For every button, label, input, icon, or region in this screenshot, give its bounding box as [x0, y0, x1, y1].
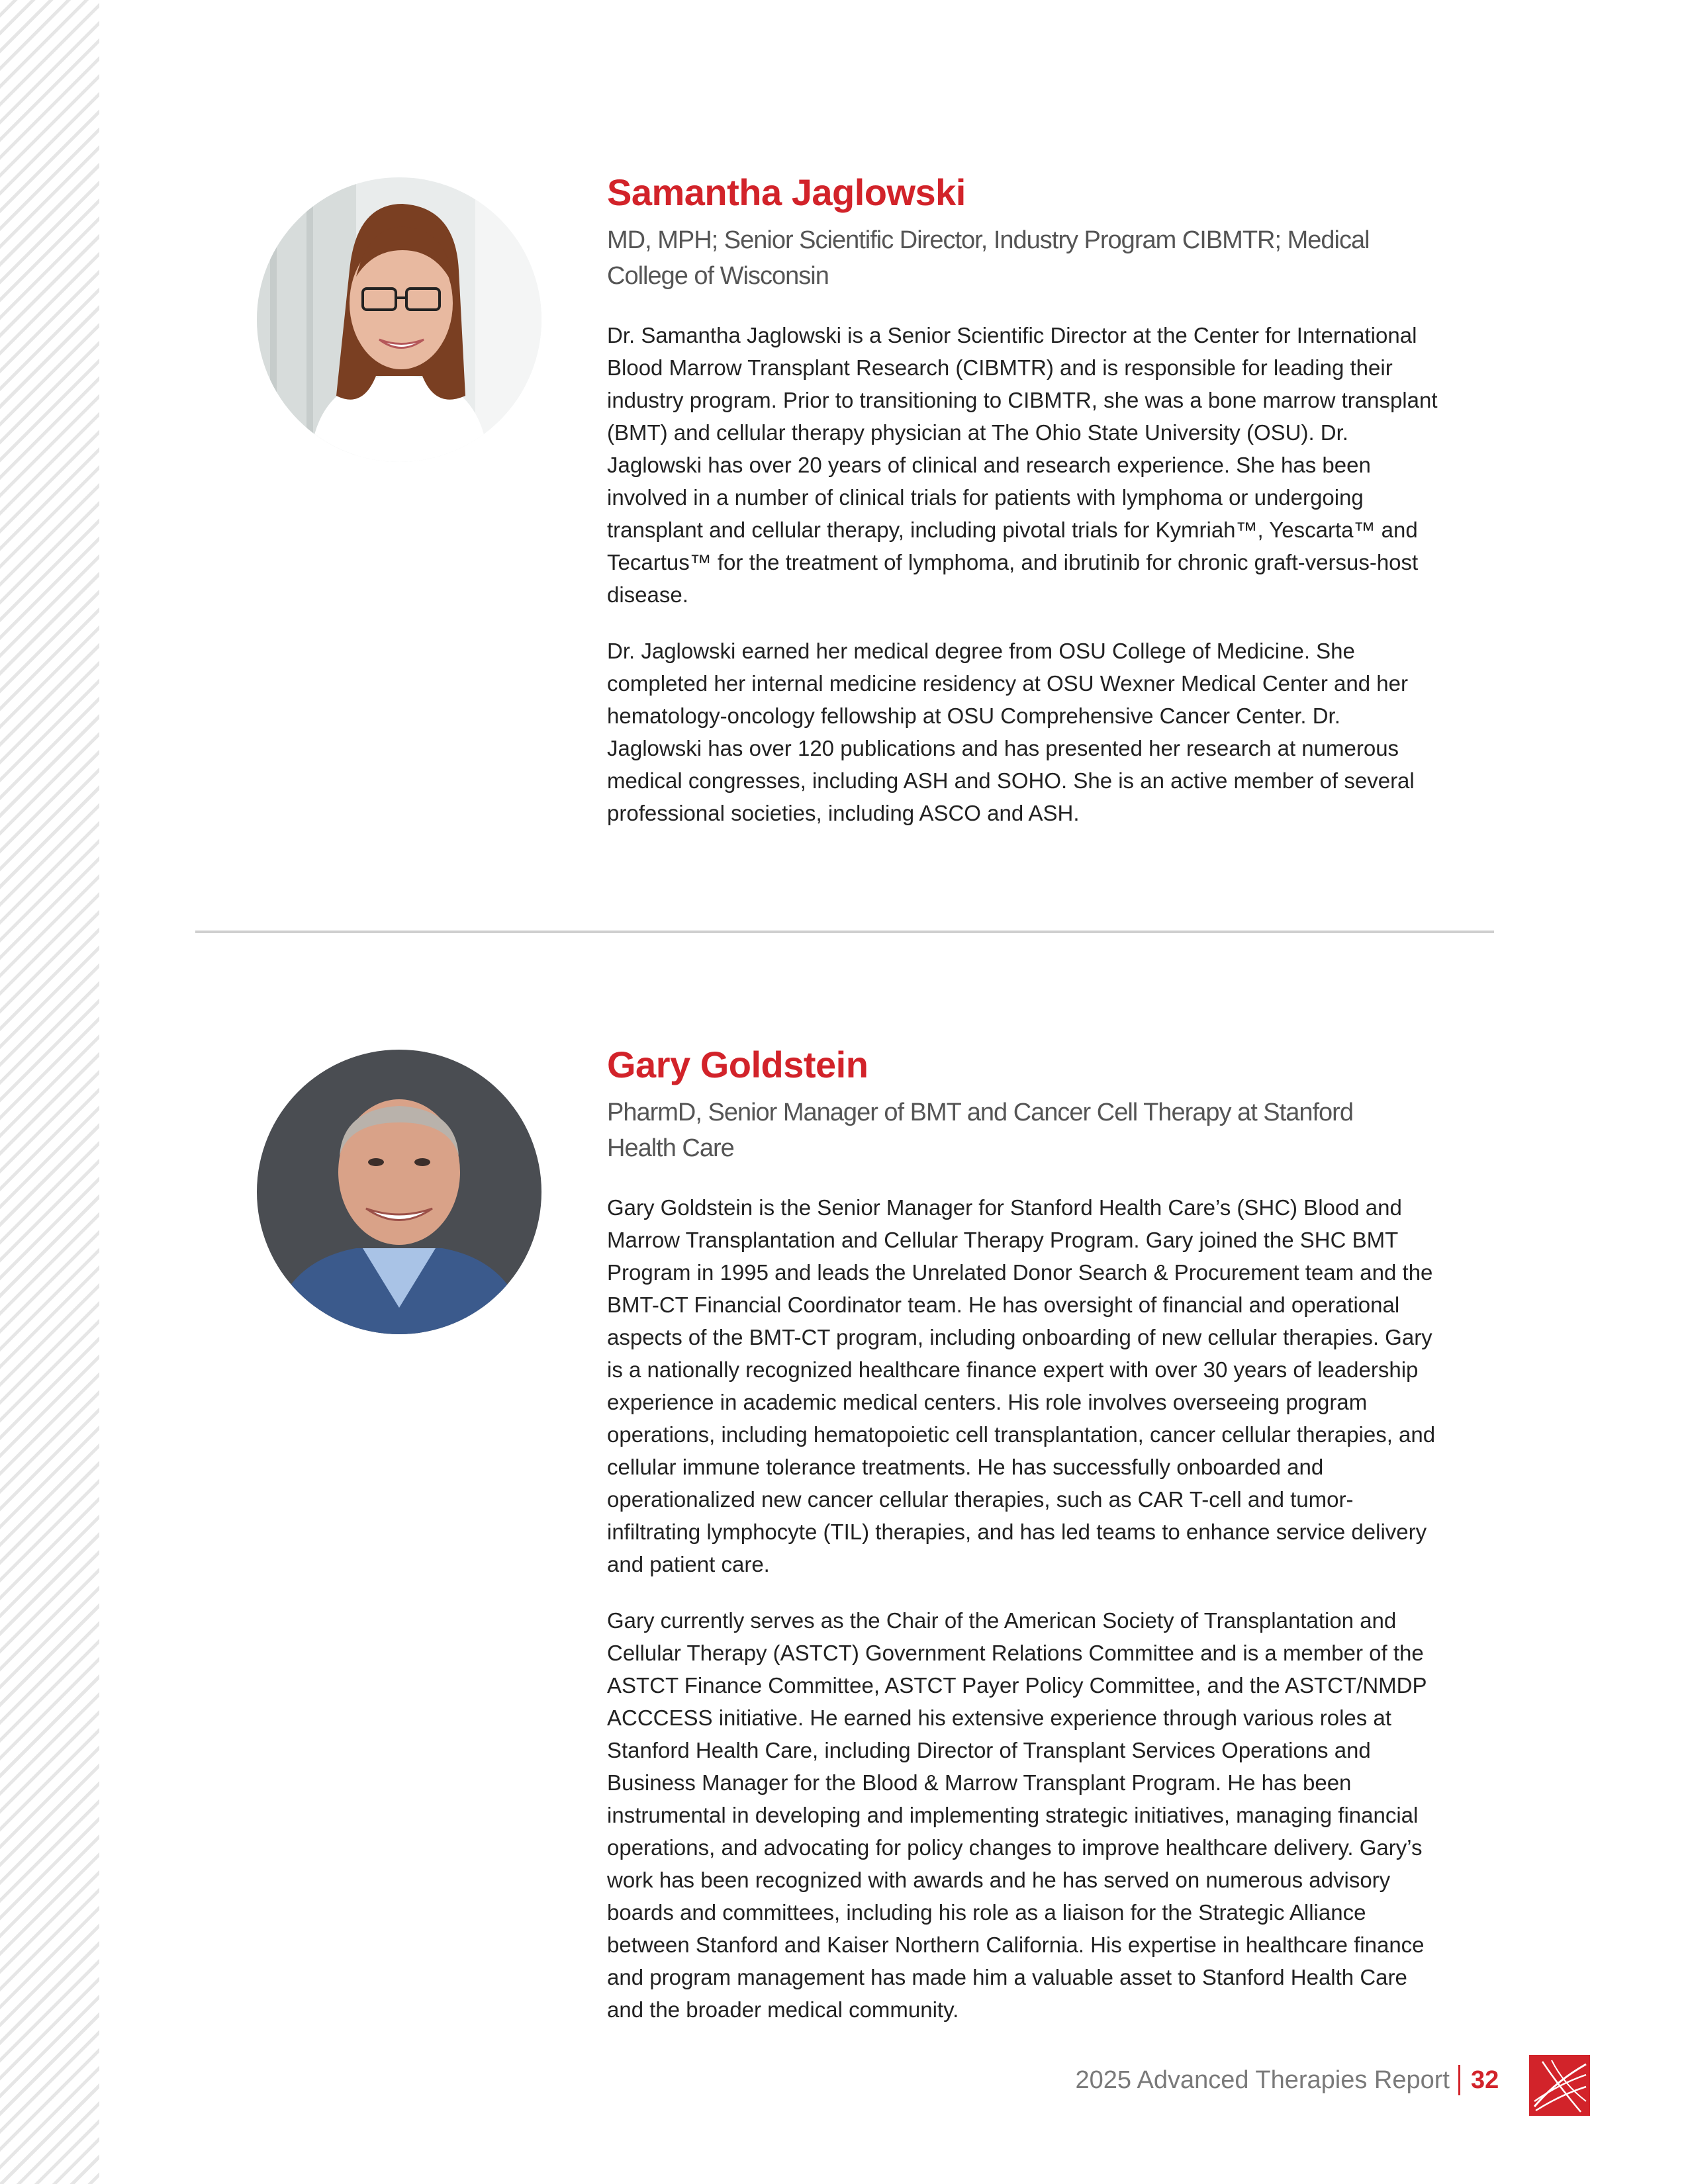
section-divider — [195, 931, 1494, 933]
bio-text-column — [607, 169, 1441, 829]
bio-name: Gary Goldstein — [607, 1044, 868, 1085]
bio-credentials: PharmD, Senior Manager of BMT and Cancer Cell Therapy at Stanford Health Care — [607, 1099, 1353, 1162]
bio-paragraph: Gary Goldstein is the Senior Manager for Stanford Health Care’s (SHC) Blood and Marrow Transplantation and Cellular Therapy Program. Gary joined the SHC BMT Program in 1995 and leads the Unrelated Donor Search & Procurement team and the BMT-CT Financial Coordinator team. He has oversight of financial and operational aspects of the BMT-CT program, including onboarding of new cellular therapies. Gary is a nationally recognized healthcare finance expert with over 30 years of leadership experience in academic medical centers. His role involves overseeing program operations, including hematopoietic cell transplantation, cancer cellular therapies, and cellular immune tolerance treatments. He has successfully onboarded and operationalized new cancer cellular therapies, such as CAR T-cell and tumor-infiltrating lymphocyte (TIL) therapies, and has led teams to enhance service delivery and patient care. — [607, 1195, 1436, 1576]
portrait-image — [257, 1050, 541, 1334]
footer-report-title: 2025 Advanced Therapies Report — [1075, 2066, 1450, 2094]
bio-name: Samantha Jaglowski — [607, 171, 966, 213]
footer-separator — [1458, 2065, 1460, 2095]
bio-credentials: MD, MPH; Senior Scientific Director, Industry Program CIBMTR; Medical College of Wisconsin — [607, 226, 1370, 290]
bio-text-column — [607, 1042, 1441, 2026]
decorative-stripe-border — [0, 0, 99, 2184]
portrait-photo-jaglowski — [257, 177, 541, 462]
bio-paragraph: Gary currently serves as the Chair of the American Society of Transplantation and Cellular Therapy (ASTCT) Government Relations Committee and is a member of the ASTCT Finance Committee, ASTCT Payer Policy Committee, and the ASTCT/NMDP ACCCESS initiative. He earned his extensive experience through various roles at Stanford Health Care, including Director of Transplant Services Operations and Business Manager for the Blood & Marrow Transplant Program. He has been instrumental in developing and implementing strategic initiatives, managing financial operations, and advocating for policy changes to improve healthcare delivery. Gary’s work has been recognized with awards and he has served on numerous advisory boards and committees, including his role as a liaison for the Strategic Alliance between Stanford and Kaiser Northern California. His expertise in healthcare finance and program management has made him a valuable asset to Stanford Health Care and the broader medical community. — [607, 1608, 1427, 2022]
portrait-photo-goldstein — [257, 1050, 541, 1334]
portrait-image — [257, 177, 541, 462]
brand-logo-icon — [1529, 2055, 1590, 2116]
page-number: 32 — [1471, 2066, 1499, 2094]
bio-paragraph: Dr. Samantha Jaglowski is a Senior Scientific Director at the Center for International Blood Marrow Transplant Research (CIBMTR) and is responsible for leading their industry program. Prior to transitioning to CIBMTR, she was a bone marrow transplant (BMT) and cellular therapy physician at The Ohio State University (OSU). Dr. Jaglowski has over 20 years of clinical and research experience. She has been involved in a number of clinical trials for patients with lymphoma or undergoing transplant and cellular therapy, including pivotal trials for Kymriah™, Yescarta™ and Tecartus™ for the treatment of lymphoma, and ibrutinib for chronic graft-versus-host disease. — [607, 323, 1438, 607]
bio-paragraph: Dr. Jaglowski earned her medical degree from OSU College of Medicine. She completed her internal medicine residency at OSU Wexner Medical Center and her hematology-oncology fellowship at OSU Comprehensive Cancer Center. Dr. Jaglowski has over 120 publications and has presented her research at numerous medical congresses, including ASH and SOHO. She is an active member of several professional societies, including ASCO and ASH. — [607, 639, 1415, 825]
